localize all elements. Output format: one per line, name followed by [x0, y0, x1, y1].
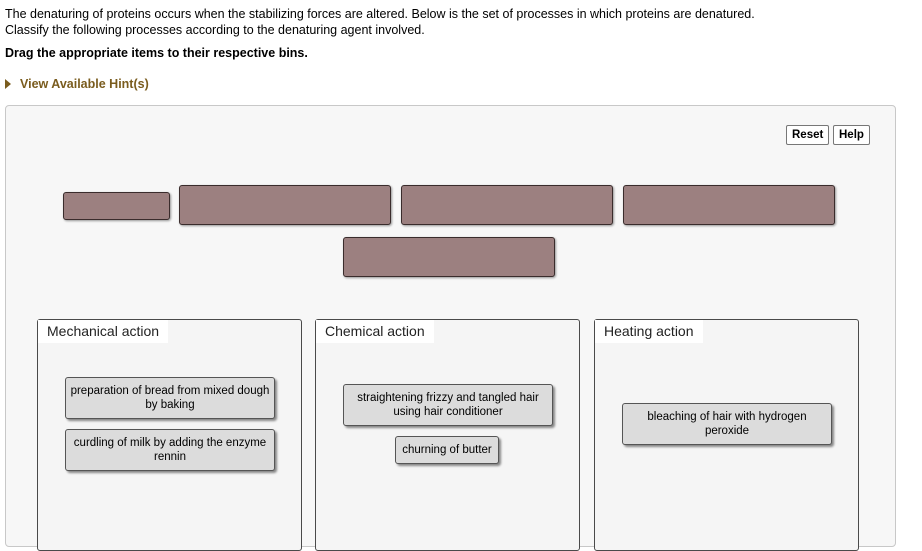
reset-button[interactable]: Reset: [786, 125, 829, 145]
bin-chemical-action[interactable]: [315, 319, 580, 551]
draggable-item[interactable]: curdling of milk by adding the enzyme rennin: [65, 429, 275, 471]
draggable-item[interactable]: bleaching of hair with hydrogen peroxide: [622, 403, 832, 445]
empty-item-slot[interactable]: [179, 185, 391, 225]
drag-drop-panel: [5, 105, 896, 547]
bin-heating-action[interactable]: [594, 319, 859, 551]
question-line-2: Classify the following processes according to the denaturing agent involved.: [5, 23, 425, 37]
question-line-1: The denaturing of proteins occurs when the stabilizing forces are altered. Below is the set of processes in which proteins are denatured.: [5, 7, 755, 21]
bin-title: Chemical action: [316, 320, 434, 343]
bin-title: Heating action: [595, 320, 703, 343]
view-hints-label: View Available Hint(s): [20, 77, 149, 91]
empty-item-slot[interactable]: [343, 237, 555, 277]
help-button[interactable]: Help: [833, 125, 870, 145]
bin-mechanical-action[interactable]: [37, 319, 302, 551]
empty-item-slot[interactable]: [623, 185, 835, 225]
draggable-item[interactable]: preparation of bread from mixed dough by baking: [65, 377, 275, 419]
instruction-text: Drag the appropriate items to their respective bins.: [5, 46, 308, 60]
triangle-right-icon: [5, 79, 11, 89]
question-text: [5, 6, 755, 38]
draggable-item[interactable]: straightening frizzy and tangled hair using hair conditioner: [343, 384, 553, 426]
empty-item-slot[interactable]: [63, 192, 170, 220]
view-hints-link[interactable]: [5, 77, 149, 91]
empty-item-slot[interactable]: [401, 185, 613, 225]
bin-title: Mechanical action: [38, 320, 168, 343]
draggable-item[interactable]: churning of butter: [395, 436, 499, 464]
